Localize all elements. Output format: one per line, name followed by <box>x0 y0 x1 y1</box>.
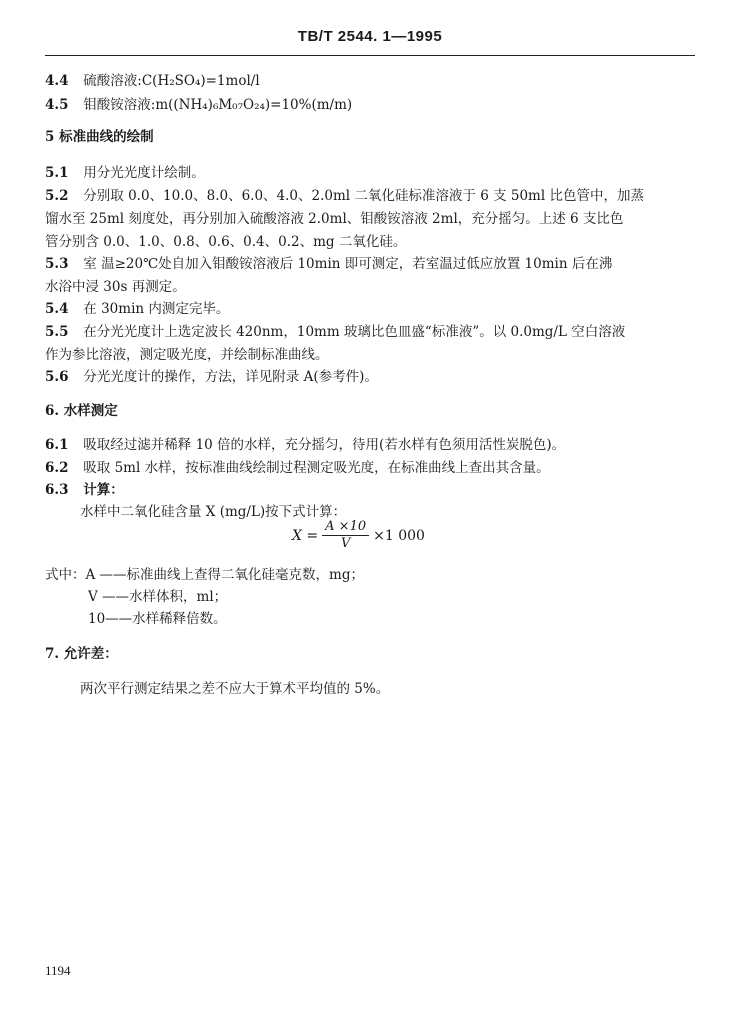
clause-6-2 <box>45 458 550 478</box>
clause-5-2 <box>45 186 644 206</box>
clause-text: 在 30min 内测定完毕。 <box>83 301 230 317</box>
clause-5-2-cont1: 馏水至 25ml 刻度处，再分别加入硫酸溶液 2.0ml、钼酸铵溶液 2ml，充分摇匀。上述 6 支比色 <box>45 211 624 227</box>
clause-5-4 <box>45 299 229 319</box>
clause-number: 6.2 <box>45 460 69 476</box>
clause-text: 吸取 5ml 水样，按标准曲线绘制过程测定吸光度，在标准曲线上查出其含量。 <box>83 460 550 476</box>
clause-number: 6.3 <box>45 482 69 498</box>
tolerance-text: 两次平行测定结果之差不应大于算术平均值的 5%。 <box>80 681 390 697</box>
page-number: 1194 <box>45 963 71 978</box>
section-5-heading: 5 标准曲线的绘制 <box>45 129 154 145</box>
calc-intro: 水样中二氧化硅含量 X (mg/L)按下式计算： <box>80 504 347 520</box>
formula-numerator: A ×10 <box>322 519 369 536</box>
clause-number: 6.1 <box>45 437 69 453</box>
clause-number: 5.1 <box>45 165 69 181</box>
clause-4-4 <box>45 71 260 91</box>
clause-number: 5.3 <box>45 256 69 272</box>
clause-5-3-cont: 水浴中浸 30s 再测定。 <box>45 279 186 295</box>
formula <box>292 519 425 552</box>
clause-5-5 <box>45 322 625 342</box>
clause-number: 5.4 <box>45 301 69 317</box>
clause-text: 钼酸铵溶液:m((NH₄)₆M₀₇O₂₄)=10%(m/m) <box>83 97 353 113</box>
formula-lhs: X = <box>292 527 319 544</box>
clause-5-3 <box>45 254 612 274</box>
clause-number: 4.5 <box>45 97 69 113</box>
section-7-heading: 7. 允许差： <box>45 646 118 662</box>
document-header: TB/T 2544. 1—1995 <box>297 28 443 45</box>
clause-4-5 <box>45 95 352 115</box>
clause-number: 4.4 <box>45 73 69 89</box>
formula-fraction <box>322 519 369 552</box>
clause-5-2-cont2: 管分别含 0.0、1.0、0.8、0.6、0.4、0.2、mg 二氧化硅。 <box>45 234 407 250</box>
formula-denominator: V <box>340 536 351 551</box>
clause-text: 吸取经过滤并稀释 10 倍的水样，充分摇匀，待用(若水样有色须用活性炭脱色)。 <box>83 437 566 453</box>
clause-text: 室 温≥20℃处自加入钼酸铵溶液后 10min 即可测定，若室温过低应放置 10min 后在沸 <box>83 256 613 272</box>
clause-6-1 <box>45 435 565 455</box>
where-line-3: 10——水样稀释倍数。 <box>88 611 227 627</box>
where-line-2: V ——水样体积，ml； <box>88 589 228 605</box>
clause-text: 计算： <box>83 482 124 498</box>
clause-5-6 <box>45 367 378 387</box>
clause-text: 用分光光度计绘制。 <box>83 165 205 181</box>
clause-5-5-cont: 作为参比溶液，测定吸光度，并绘制标准曲线。 <box>45 347 329 363</box>
header-divider <box>45 55 695 56</box>
clause-text: 在分光光度计上选定波长 420nm，10mm 玻璃比色皿盛“标准液”。以 0.0mg/L 空白溶液 <box>83 324 626 340</box>
clause-number: 5.6 <box>45 369 69 385</box>
formula-rhs: ×1 000 <box>373 527 425 544</box>
section-6-heading: 6. 水样测定 <box>45 403 118 419</box>
clause-6-3 <box>45 480 124 500</box>
clause-text: 分光光度计的操作，方法，详见附录 A(参考件)。 <box>83 369 378 385</box>
clause-number: 5.2 <box>45 188 69 204</box>
clause-text: 分别取 0.0、10.0、8.0、6.0、4.0、2.0ml 二氧化硅标准溶液于 6 支 50ml 比色管中，加蒸 <box>83 188 644 204</box>
clause-5-1 <box>45 163 205 183</box>
clause-text: 硫酸溶液:C(H₂SO₄)=1mol/l <box>83 73 260 89</box>
clause-number: 5.5 <box>45 324 69 340</box>
where-line-1: 式中：A ——标准曲线上查得二氧化硅毫克数，mg； <box>45 567 364 583</box>
